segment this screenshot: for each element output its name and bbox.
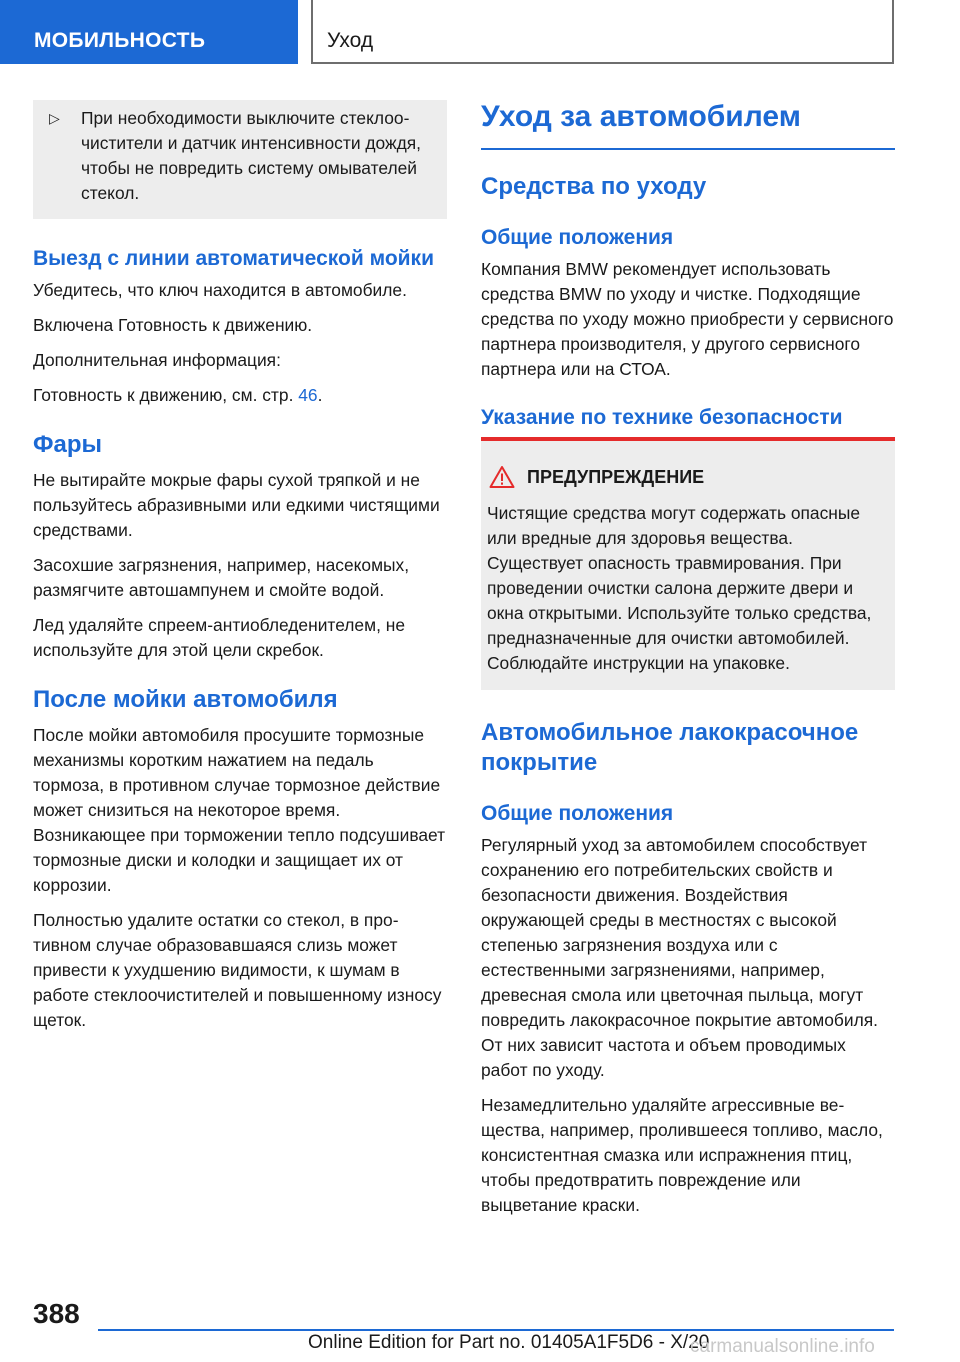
left-column <box>33 100 447 1043</box>
general-paragraph-1: Компания BMW рекомендует использовать средства BMW по уходу и чистке. Подходящие средства по уходу можно приобрести у сервисного партнера производителя, у другого сервисного партнера или на СТОА. <box>481 259 894 379</box>
headlights-heading: Фары <box>33 431 102 458</box>
headlights-paragraph-1: Не вытирайте мокрые фары сухой тряпкой и не пользуйтесь абразивными или едкими чистящими средствами. <box>33 470 440 540</box>
afterwash-paragraph-2: Полностью удалите остатки со стекол, в противном случае образовавшаяся слизь может привести к ухудшению видимости, к шумам в работе стеклоочистителей и повышенному износу щеток. <box>33 910 442 1030</box>
chapter-header: Уход <box>311 0 894 64</box>
warning-triangle-icon <box>489 465 515 489</box>
safety-heading: Указание по технике безопасности <box>481 406 843 429</box>
watermark-text: carmanualsonline.info <box>690 1336 875 1357</box>
warning-title <box>487 465 885 489</box>
headlights-paragraph-3: Лед удаляйте спреем-антиобледенителем, не используйте для этой цели скребок. <box>33 615 406 660</box>
care-products-heading: Средства по уходу <box>481 173 707 200</box>
carwash-reference-suffix: . <box>317 385 323 405</box>
note-box <box>33 100 447 219</box>
headlights-paragraph-2: Засохшие загрязнения, например, насекомых, размягчите автошампунем и смойте водой. <box>33 555 410 600</box>
paint-paragraph-2: Незамедлительно удаляйте агрессивные вещества, например, пролившееся топливо, масло, консистентная смазка или испражнения птиц, чтобы предотвратить повреждение или выцветание краски. <box>481 1095 883 1215</box>
afterwash-heading: После мойки автомобиля <box>33 686 338 713</box>
afterwash-paragraph-1: После мойки автомобиля просушите тормозные механизмы коротким нажатием на педаль тормоза, в противном случае тормозное действие может снизиться на некоторое время. Возникающее при торможении тепло подсушивает тормозные диски и колодки и защищает их от коррозии. <box>33 725 446 895</box>
general-heading-2: Общие положения <box>481 802 674 825</box>
edition-text: Online Edition for Part no. 01405A1F5D6 - X/20 <box>308 1332 710 1353</box>
paint-heading: Автомобильное лакокрасочное покрытие <box>481 719 859 776</box>
page-number: 388 <box>33 1298 80 1329</box>
warning-label: ПРЕДУПРЕЖДЕНИЕ <box>527 466 705 487</box>
section-tab: МОБИЛЬНОСТЬ <box>0 0 298 64</box>
page-reference-link[interactable]: 46 <box>298 385 318 405</box>
footer-rule <box>98 1329 894 1331</box>
triangle-right-icon: ▷ <box>49 110 60 126</box>
carwash-paragraph-3: Дополнительная информация: <box>33 350 281 370</box>
warning-box <box>481 437 895 690</box>
carwash-paragraph-4 <box>33 383 447 408</box>
carwash-heading: Выезд с линии автоматической мойки <box>33 247 434 270</box>
carwash-paragraph-1: Убедитесь, что ключ находится в автомобиле. <box>33 280 407 300</box>
page-title: Уход за автомобилем <box>481 100 895 150</box>
carwash-reference-text: Готовность к движению, см. стр. <box>33 385 299 405</box>
right-column <box>481 100 895 1228</box>
carwash-paragraph-2: Включена Готовность к движению. <box>33 315 313 335</box>
paint-paragraph-1: Регулярный уход за автомобилем способствует сохранению его потребительских свойств и безопасности движения. Воздействия окружающей среды в местностях с высокой степенью загрязнения воздуха или с естественными загрязнениями, например, древесная смола или цветочная пыльца, могут повредить лакокрасочное покрытие автомобиля. От них зависит частота и объем проводимых работ по уходу. <box>481 835 878 1080</box>
general-heading-1: Общие положения <box>481 226 674 249</box>
warning-text: Чистящие средства могут содержать опасные или вредные для здоровья вещества. Существует опасность травмирования. При проведении очистки салона держите двери и окна открытыми. Используйте только средства, предназначенные для очистки автомобилей. Соблюдайте инструкции на упаковке. <box>487 503 872 673</box>
note-text: При необходимости выключите стеклоочистители и датчик интенсивности дождя, чтобы не повредить систему омывателей стекол. <box>81 108 422 203</box>
